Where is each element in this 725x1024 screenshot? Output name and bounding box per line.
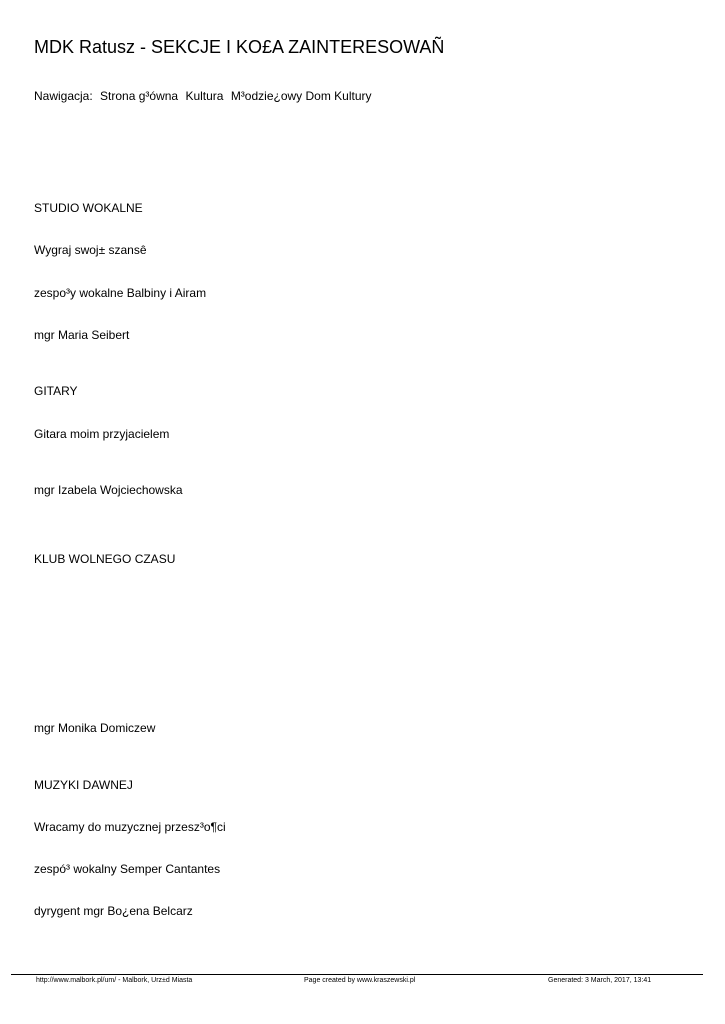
footer-generated-date: Generated: 3 March, 2017, 13:41 [548,977,652,984]
gitary-line-2: mgr Izabela Wojciechowska [34,483,183,497]
footer-site-link[interactable]: http://www.malbork.pl/um/ - Malbork, Urz±d Miasta [36,977,193,984]
muzyki-line-3: dyrygent mgr Bo¿ena Belcarz [34,904,193,918]
section-heading-gitary: GITARY [34,384,78,398]
page-title: MDK Ratusz - SEKCJE I KO£A ZAINTERESOWAÑ [34,37,445,57]
breadcrumb-link-home[interactable]: Strona g³ówna [100,89,179,103]
studio-line-2: zespo³y wokalne Balbiny i Airam [34,286,207,300]
footer-credit: Page created by www.kraszewski.pl [304,977,416,984]
footer-divider [11,974,703,975]
breadcrumb-label: Nawigacja: [34,89,93,103]
klub-line-1: mgr Monika Domiczew [34,721,156,735]
section-heading-muzyki: MUZYKI DAWNEJ [34,778,133,792]
studio-line-3: mgr Maria Seibert [34,328,130,342]
breadcrumb-link-youth-center[interactable]: M³odzie¿owy Dom Kultury [230,89,372,103]
section-heading-klub: KLUB WOLNEGO CZASU [34,552,176,566]
muzyki-line-2: zespó³ wokalny Semper Cantantes [34,862,221,876]
gitary-line-1: Gitara moim przyjacielem [34,427,170,441]
studio-line-1: Wygraj swoj± szansê [34,243,147,257]
section-heading-studio: STUDIO WOKALNE [34,201,143,215]
breadcrumb-link-culture[interactable]: Kultura [185,89,224,103]
breadcrumb [34,88,372,104]
muzyki-line-1: Wracamy do muzycznej przesz³o¶ci [34,820,226,834]
